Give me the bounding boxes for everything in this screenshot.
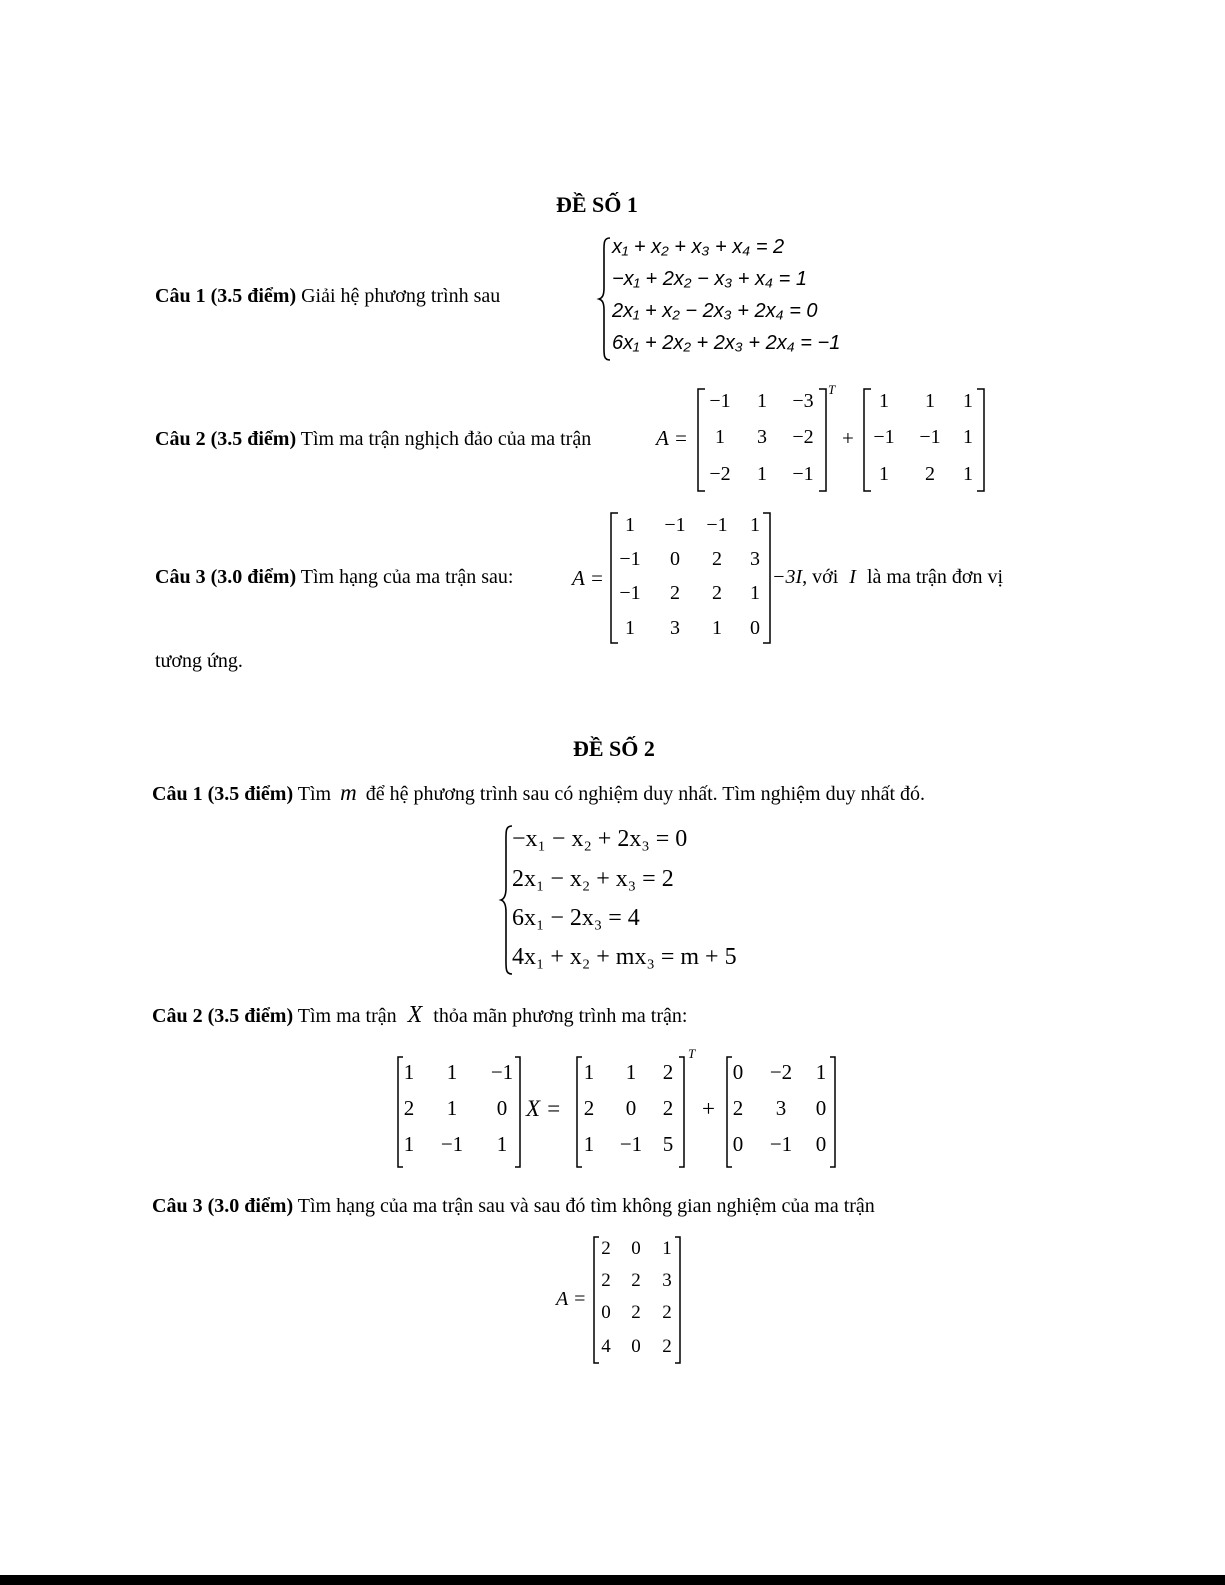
de2-cau2-m1-cell-r1-c1: 1 (403, 1060, 415, 1084)
de2-cau1-eq-3: 6x₁ − 2x₃ = 4 (512, 905, 640, 931)
de1-cau2-m2-cell-r1-c1: 1 (879, 390, 889, 412)
de1-cau1-eq-3: 2x₁ + x₂ − 2x₃ + 2x₄ = 0 (612, 300, 818, 322)
de2-cau3-m-cell-r1-c3: 1 (662, 1238, 672, 1259)
de2-cau2-m1-cell-r2-c3: 0 (496, 1096, 508, 1120)
de1-cau2-m2-cell-r3-c3: 1 (963, 463, 973, 485)
de2-cau1-text-a: Tìm (297, 783, 332, 805)
de2-cau2-m3-cell-r2-c3: 0 (815, 1096, 827, 1120)
de1-cau2-m2-cell-r3-c1: 1 (879, 463, 889, 485)
de2-cau2-m2-cell-r2-c1: 2 (583, 1096, 595, 1120)
de2-cau2-m2-cell-r1-c1: 1 (583, 1060, 595, 1084)
de2-cau3-lhs: A = (556, 1288, 587, 1310)
de1-cau3-label: Câu 3 (3.0 điểm) (155, 566, 297, 588)
de2-cau3-m-cell-r4-c3: 2 (662, 1336, 672, 1357)
de1-cau3-m-cell-r1-c4: 1 (750, 514, 760, 536)
de2-cau2-eq-text: X = (526, 1096, 562, 1121)
de2-cau3-m-cell-r1-c2: 0 (631, 1238, 641, 1259)
de2-cau2-m1-cell-r3-c3: 1 (496, 1132, 508, 1156)
de1-cau3-identity-symbol: I (849, 566, 856, 588)
de2-cau3-m-cell-r1-c1: 2 (601, 1238, 611, 1259)
de2-cau1-label: Câu 1 (3.5 điểm) (152, 783, 294, 805)
de2-cau3-m-cell-r2-c2: 2 (631, 1270, 641, 1291)
de1-cau2-m2-cell-r1-c3: 1 (963, 390, 973, 412)
de2-cau3-text: Tìm hạng của ma trận sau và sau đó tìm không gian nghiệm của ma trận (297, 1195, 875, 1217)
de1-cau3-minus-3i: −3I (772, 566, 803, 588)
de1-cau3-m-cell-r2-c3: 2 (712, 548, 722, 570)
de1-cau2-m1-cell-r2-c1: 1 (715, 426, 725, 448)
de1-cau1-eq-4: 6x₁ + 2x₂ + 2x₃ + 2x₄ = −1 (612, 332, 841, 354)
de1-cau3-m-cell-r1-c3: −1 (706, 514, 728, 536)
de2-cau2-text-b: thỏa mãn phương trình ma trận: (433, 1005, 688, 1027)
de2-cau2-m2-cell-r1-c3: 2 (662, 1060, 674, 1084)
de2-cau2-m1-cell-r2-c1: 2 (403, 1096, 415, 1120)
de1-cau2-m2-cell-r1-c2: 1 (925, 390, 935, 412)
de1-cau3-m-cell-r1-c1: 1 (625, 514, 635, 536)
de1-cau2-label: Câu 2 (3.5 điểm) (155, 428, 297, 450)
de2-cau2-label: Câu 2 (3.5 điểm) (152, 1005, 294, 1027)
de1-cau3-m-cell-r3-c4: 1 (750, 582, 760, 604)
de1-cau3-continuation: tương ứng. (155, 650, 243, 672)
de1-cau3-after-text: , với (802, 566, 839, 588)
de2-cau2-m1-cell-r3-c2: −1 (440, 1132, 464, 1156)
de2-cau2-m3-cell-r3-c1: 0 (732, 1132, 744, 1156)
de1-cau2-m2-cell-r2-c2: −1 (919, 426, 941, 448)
de2-cau2-m3-cell-r3-c3: 0 (815, 1132, 827, 1156)
de1-cau2-plus: + (842, 426, 854, 450)
de1-cau1-label: Câu 1 (3.5 điểm) (155, 285, 297, 307)
de1-cau2-m1-cell-r3-c2: 1 (757, 463, 767, 485)
de1-cau2-prompt (155, 428, 591, 451)
de1-cau3-m-cell-r4-c4: 0 (750, 617, 760, 639)
de2-cau2-m2-cell-r3-c2: −1 (619, 1132, 643, 1156)
de2-cau2-text-a: Tìm ma trận (297, 1005, 397, 1027)
de1-cau3-lhs: A = (572, 566, 604, 590)
de2-cau2-m3-cell-r2-c1: 2 (732, 1096, 744, 1120)
de2-cau2-m2-cell-r3-c3: 5 (662, 1132, 674, 1156)
de1-cau3-m-cell-r1-c2: −1 (664, 514, 686, 536)
de2-cau1-m: m (340, 780, 357, 805)
de1-cau2-text: Tìm ma trận nghịch đảo của ma trận (300, 428, 592, 450)
de2-cau3-label: Câu 3 (3.0 điểm) (152, 1195, 294, 1217)
de1-cau3-m-cell-r2-c2: 0 (670, 548, 680, 570)
de2-cau3-m-cell-r2-c1: 2 (601, 1270, 611, 1291)
de2-cau2-m3-cell-r3-c2: −1 (769, 1132, 793, 1156)
de1-cau3-text: Tìm hạng của ma trận sau: (300, 566, 514, 588)
de1-cau2-transpose: T (828, 382, 836, 397)
de1-cau3-m-cell-r4-c2: 3 (670, 617, 680, 639)
de2-cau2-m1-cell-r3-c1: 1 (403, 1132, 415, 1156)
de1-cau2-m1-cell-r2-c2: 3 (757, 426, 767, 448)
de2-cau1-eq-1: −x₁ − x₂ + 2x₃ = 0 (512, 826, 688, 852)
de2-cau2-m2-cell-r2-c2: 0 (625, 1096, 637, 1120)
de1-cau1-text: Giải hệ phương trình sau (301, 285, 501, 307)
de2-cau1-text-b: để hệ phương trình sau có nghiệm duy nhất. Tìm nghiệm duy nhất đó. (365, 783, 926, 805)
de1-cau2-lhs: A = (656, 426, 688, 450)
de2-cau2-m2-cell-r3-c1: 1 (583, 1132, 595, 1156)
de1-cau3-m-cell-r4-c3: 1 (712, 617, 722, 639)
de2-cau2-m1-cell-r2-c2: 1 (446, 1096, 458, 1120)
de1-cau3-tail: là ma trận đơn vị (866, 566, 1004, 588)
de1-cau3-m-cell-r3-c1: −1 (619, 582, 641, 604)
de2-cau2-m3-cell-r1-c3: 1 (815, 1060, 827, 1084)
de2-cau2-m1-cell-r1-c3: −1 (490, 1060, 514, 1084)
de2-cau2-m1-cell-r1-c2: 1 (446, 1060, 458, 1084)
de2-cau3-m-cell-r3-c2: 2 (631, 1302, 641, 1323)
de1-cau1-prompt (155, 285, 500, 308)
de1-cau3-m-cell-r4-c1: 1 (625, 617, 635, 639)
de2-cau3-m-cell-r3-c3: 2 (662, 1302, 672, 1323)
de1-cau3-m-cell-r3-c2: 2 (670, 582, 680, 604)
de2-cau3-m-cell-r4-c2: 0 (631, 1336, 641, 1357)
de1-cau3-m-cell-r3-c3: 2 (712, 582, 722, 604)
de2-cau2-plus: + (702, 1096, 715, 1121)
de1-cau2-m1-cell-r1-c3: −3 (792, 390, 814, 412)
de1-cau2-m2-cell-r2-c1: −1 (873, 426, 895, 448)
de2-cau2-m3-cell-r2-c2: 3 (775, 1096, 787, 1120)
de2-cau2-prompt (152, 1002, 687, 1029)
de2-cau2-m3-cell-r1-c2: −2 (769, 1060, 793, 1084)
de1-cau2-m2-cell-r2-c3: 1 (963, 426, 973, 448)
de1-cau1-brace (598, 236, 612, 362)
de2-cau2-m2-cell-r2-c3: 2 (662, 1096, 674, 1120)
de1-title: ĐỀ SỐ 1 (556, 192, 638, 217)
de2-cau3-m-cell-r3-c1: 0 (601, 1302, 611, 1323)
de1-cau3-after (772, 566, 1003, 589)
de2-cau2-m3-cell-r1-c1: 0 (732, 1060, 744, 1084)
de1-cau2-m1-cell-r3-c1: −2 (709, 463, 731, 485)
de1-cau2-m1-cell-r1-c2: 1 (757, 390, 767, 412)
de1-cau2-m1-cell-r3-c3: −1 (792, 463, 814, 485)
de1-cau2-m1-cell-r1-c1: −1 (709, 390, 731, 412)
de1-cau2-m2-cell-r3-c2: 2 (925, 463, 935, 485)
de2-cau1-prompt (152, 780, 925, 806)
de2-cau1-eq-2: 2x₁ − x₂ + x₃ = 2 (512, 866, 674, 892)
de1-cau3-m-cell-r2-c1: −1 (619, 548, 641, 570)
page-bottom-edge (0, 1575, 1225, 1585)
de2-cau2-x: X (407, 1002, 423, 1028)
de1-cau2-m1-cell-r2-c3: −2 (792, 426, 814, 448)
de2-cau2-m2-cell-r1-c2: 1 (625, 1060, 637, 1084)
de2-cau2-eq (526, 1096, 561, 1122)
de1-cau3-m-cell-r2-c4: 3 (750, 548, 760, 570)
de2-cau2-transpose: T (688, 1046, 696, 1061)
de2-cau3-prompt (152, 1195, 875, 1218)
de1-cau1-eq-1: x₁ + x₂ + x₃ + x₄ = 2 (612, 236, 785, 258)
de1-cau1-eq-2: −x₁ + 2x₂ − x₃ + x₄ = 1 (612, 268, 807, 290)
de2-cau3-m-cell-r2-c3: 3 (662, 1270, 672, 1291)
de2-title: ĐỀ SỐ 2 (573, 736, 655, 761)
de1-cau3-prompt (155, 566, 513, 589)
de2-cau3-m-cell-r4-c1: 4 (601, 1336, 611, 1357)
de2-cau1-eq-4: 4x₁ + x₂ + mx₃ = m + 5 (512, 944, 737, 970)
